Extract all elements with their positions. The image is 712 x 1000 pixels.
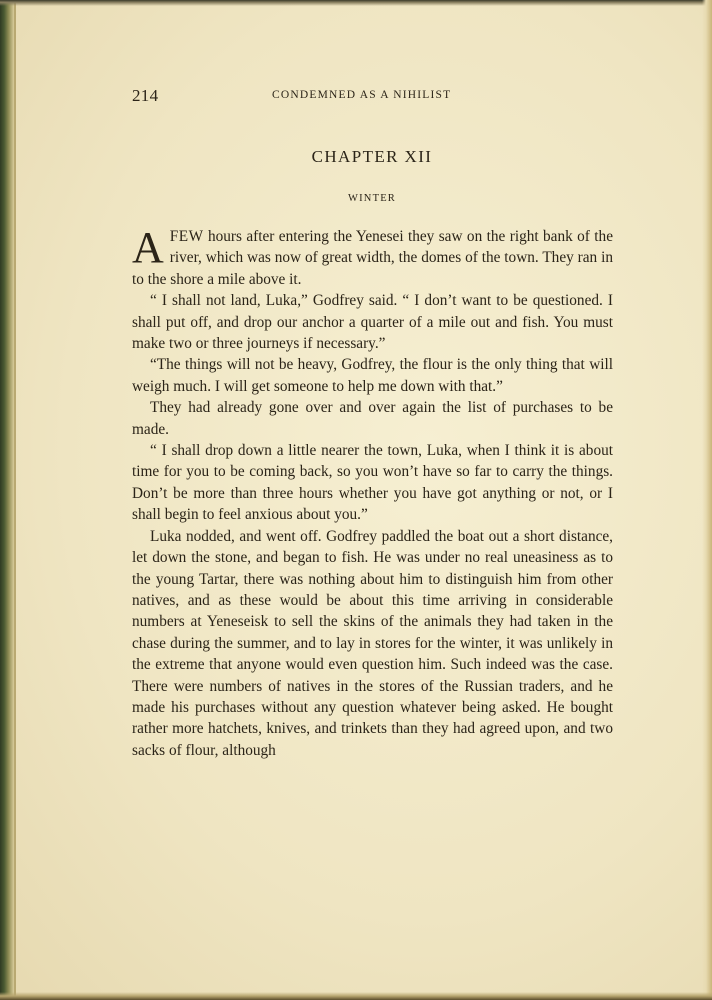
body-text	[132, 223, 613, 761]
page-number: 214	[132, 86, 159, 105]
chapter-subtitle: WINTER	[347, 193, 397, 204]
page-top-edge	[0, 0, 712, 6]
paragraph-2: “ I shall not land, Luka,” Godfrey said. “ I don’t want to be questioned. I shall put off, and drop our anchor a quarter of a mile out and fish. You must make two or three journeys if necessary.”	[132, 292, 613, 353]
page-right-edge	[702, 0, 712, 1000]
paragraph-5: “ I shall drop down a little nearer the town, Luka, when I think it is about time for you to be coming back, so you won’t have so far to carry the things. Don’t be more than three hours whether you have got anything or not, or I shall begin to feel anxious about you.”	[132, 442, 613, 524]
binding-edge	[14, 0, 16, 1000]
paragraph-text: hours after entering the Yenesei they saw on the right bank of the river, which was now of great width, the domes of the town. They ran in to the shore a mile above it.	[132, 228, 613, 288]
running-head	[132, 86, 612, 108]
paragraph-6: Luka nodded, and went off. Godfrey paddled the boat out a short distance, let down the stone, and began to fish. He was under no real uneasiness as to the young Tartar, there was nothing about him to distinguish him from other natives, and as these would be about this time arriving in considerable numbers at Yeneseisk to sell the skins of the animals they had taken in the chase during the summer, and to lay in stores for the winter, it was unlikely in the extreme that anyone would even question him. Such indeed was the case. There were numbers of natives in the stores of the Russian traders, and he made his purchases without any question whatever being asked. He bought rather more hatchets, knives, and trinkets than they had agreed upon, and two sacks of flour, although	[132, 527, 613, 759]
book-title: CONDEMNED AS A NIHILIST	[272, 89, 452, 101]
page-bottom-edge	[0, 992, 712, 1000]
paragraph-3: “The things will not be heavy, Godfrey, the flour is the only thing that will weigh much. I will get someone to help me down with that.”	[132, 356, 613, 395]
chapter-title: CHAPTER XII	[311, 147, 433, 166]
paragraph-4: They had already gone over and over again the list of purchases to be made.	[132, 399, 613, 438]
drop-cap: A	[132, 223, 164, 272]
first-word: FEW	[169, 228, 204, 245]
book-spine	[0, 0, 14, 1000]
paragraph-1	[132, 223, 613, 290]
